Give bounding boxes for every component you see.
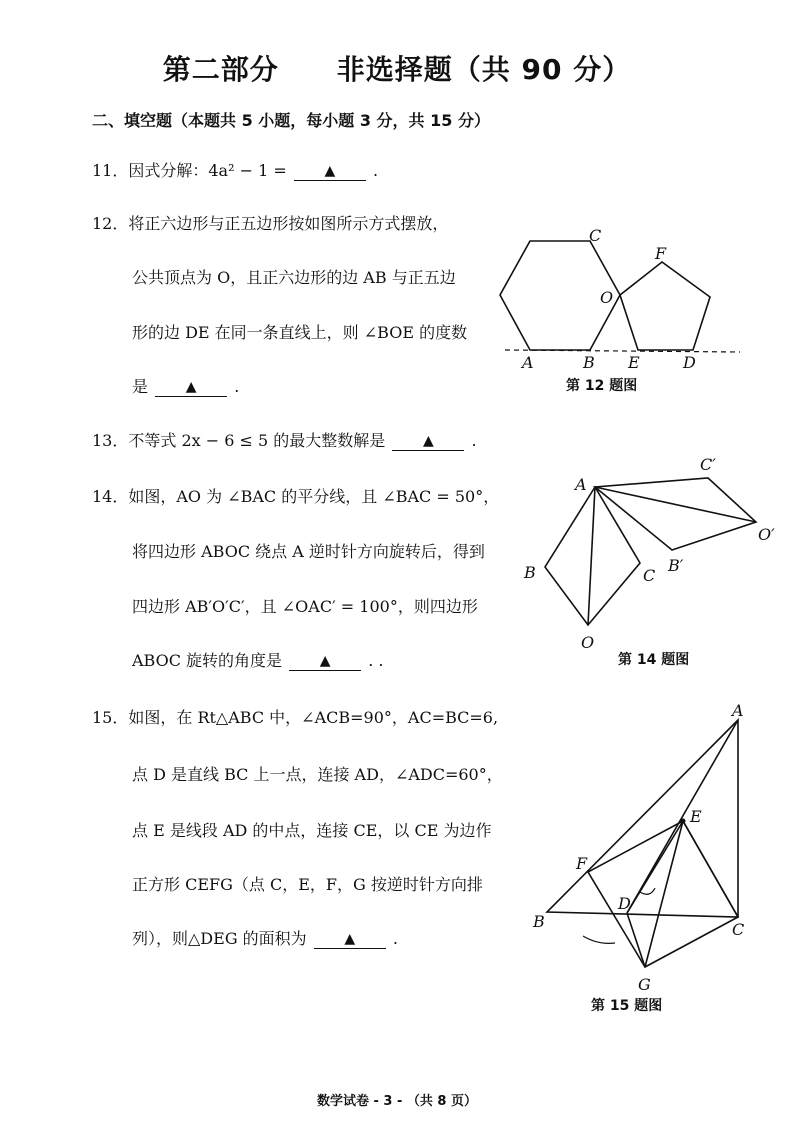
q14-line-4-text: ABOC 旋转的角度是 — [132, 651, 283, 670]
label-E: E — [628, 353, 640, 372]
q12-line-2: 公共顶点为 O，且正六边形的边 AB 与正五边 — [132, 268, 456, 287]
answer-mark-icon: ▲ — [185, 379, 197, 395]
q15-end: . — [392, 929, 398, 948]
label-C: C — [589, 226, 602, 245]
q15-line-3: 点 E 是线段 AD 的中点，连接 CE，以 CE 为边作 — [132, 821, 492, 840]
square-CEFG — [588, 821, 738, 967]
answer-mark-icon: ▲ — [344, 931, 356, 947]
label-B: B — [583, 353, 595, 372]
point-E — [681, 819, 686, 824]
page-footer: 数学试卷 - 3 - （共 8 页） — [316, 1094, 478, 1109]
q15-line-2: 点 D 是直线 BC 上一点，连接 AD，∠ADC=60°， — [132, 765, 503, 784]
q11-end: . — [372, 161, 379, 180]
label-F: F — [655, 244, 667, 263]
segment-CE — [683, 821, 738, 917]
q15-line-1: 15．如图，在 Rt△ABC 中，∠ACB=90°，AC=BC=6, — [92, 708, 499, 727]
label-A: A — [522, 353, 534, 372]
q12-end: . — [234, 377, 240, 396]
label-F: F — [576, 854, 588, 873]
section-heading: 二、填空题（本题共 5 小题，每小题 3 分，共 15 分） — [92, 111, 490, 130]
label-A: A — [732, 701, 744, 720]
q13-end: . — [471, 431, 477, 450]
answer-mark-icon: ▲ — [422, 433, 434, 449]
segment-AD — [627, 720, 738, 913]
label-O: O — [581, 633, 595, 652]
label-D: D — [683, 353, 696, 372]
segment-DE — [627, 821, 683, 913]
q12-line-4-text: 是 — [132, 377, 149, 396]
label-B: B — [533, 912, 545, 931]
q15-line-5-text: 列），则△DEG 的面积为 — [132, 929, 307, 948]
label-E: E — [690, 807, 702, 826]
label-B-prime: B′ — [668, 556, 684, 575]
answer-mark-icon: ▲ — [319, 653, 331, 669]
stray-mark — [583, 936, 615, 943]
label-O-prime: O′ — [758, 525, 775, 544]
q13-text: 13．不等式 2x − 6 ≤ 5 的最大整数解是 — [92, 431, 386, 450]
label-C: C — [732, 920, 745, 939]
q14-line-1: 14．如图，AO 为 ∠BAC 的平分线，且 ∠BAC = 50°， — [92, 487, 500, 506]
figure-12-caption: 第 12 题图 — [566, 378, 638, 394]
figure-15-caption: 第 15 题图 — [591, 998, 663, 1014]
q14-line-3: 四边形 AB′O′C′，且 ∠OAC′ = 100°，则四边形 — [132, 597, 478, 616]
label-C: C — [643, 566, 656, 585]
q15-line-4: 正方形 CEFG（点 C，E，F，G 按逆时针方向排 — [132, 875, 483, 894]
label-B: B — [524, 563, 536, 582]
label-O: O — [600, 288, 614, 307]
label-D: D — [618, 894, 631, 913]
answer-mark-icon: ▲ — [324, 163, 336, 179]
q14-end: . . — [368, 651, 384, 670]
q11-text: 11．因式分解：4a² − 1 = — [92, 161, 287, 180]
segment-EG — [645, 821, 683, 967]
q12-line-1: 12．将正六边形与正五边形按如图所示方式摆放， — [92, 214, 449, 233]
part-title: 第二部分 非选择题（共 90 分） — [162, 53, 632, 86]
q12-line-3: 形的边 DE 在同一条直线上，则 ∠BOE 的度数 — [132, 323, 468, 342]
figure-14-caption: 第 14 题图 — [618, 652, 690, 668]
label-C-prime: C′ — [700, 455, 716, 474]
q14-line-2: 将四边形 ABOC 绕点 A 逆时针方向旋转后，得到 — [132, 542, 485, 561]
label-G: G — [638, 975, 651, 994]
label-A: A — [575, 475, 587, 494]
